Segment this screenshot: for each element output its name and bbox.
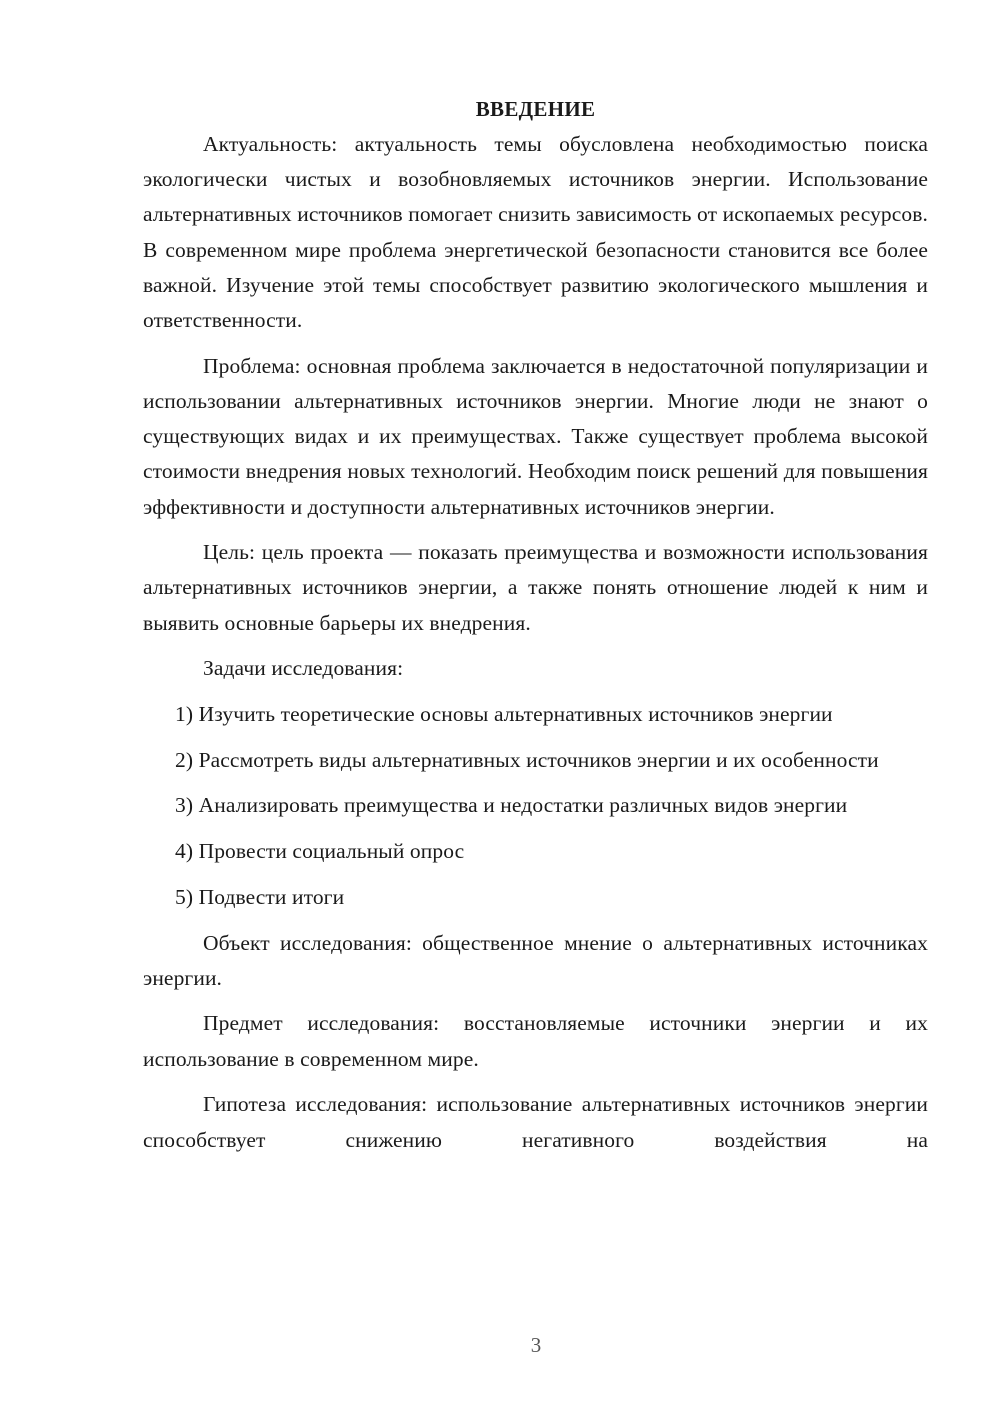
paragraph-subject: Предмет исследования: восстановляемые источники энергии и их использование в современном мире. bbox=[143, 1011, 928, 1071]
task-item-3: 3) Анализировать преимущества и недостатки различных видов энергии bbox=[175, 793, 848, 818]
document-page bbox=[143, 92, 928, 1168]
paragraph-relevance: Актуальность: актуальность темы обусловлена необходимостью поиска экологически чистых и возобновляемых источников энергии. Использование альтернативных источников помогает снизить зависимость от ископаемых ресурсов. В современном мире проблема энергетической безопасности становится все более важной. Изучение этой темы способствует развитию экологического мышления и ответственности. bbox=[143, 132, 928, 333]
task-item-2: 2) Рассмотреть виды альтернативных источников энергии и их особенности bbox=[175, 747, 879, 772]
page-number: 3 bbox=[530, 1333, 542, 1357]
paragraph-problem: Проблема: основная проблема заключается в недостаточной популяризации и использовании альтернативных источников энергии. Многие люди не знают о существующих видах и их преимуществах. Также существует проблема высокой стоимости внедрения новых технологий. Необходим поиск решений для повышения эффективности и доступности альтернативных источников энергии. bbox=[143, 353, 928, 519]
paragraph-hypothesis: Гипотеза исследования: использование альтернативных источников энергии способствует снижению негативного воздействия на bbox=[143, 1092, 928, 1152]
task-item-4: 4) Провести социальный опрос bbox=[175, 839, 465, 864]
section-title: ВВЕДЕНИЕ bbox=[475, 97, 596, 121]
paragraph-goal: Цель: цель проекта — показать преимущества и возможности использования альтернативных источников энергии, а также понять отношение людей к ним и выявить основные барьеры их внедрения. bbox=[143, 540, 928, 635]
task-item-5: 5) Подвести итоги bbox=[175, 884, 345, 909]
task-item-1: 1) Изучить теоретические основы альтернативных источников энергии bbox=[175, 702, 833, 727]
paragraph-object: Объект исследования: общественное мнение о альтернативных источниках энергии. bbox=[143, 930, 928, 990]
tasks-heading: Задачи исследования: bbox=[203, 656, 404, 681]
